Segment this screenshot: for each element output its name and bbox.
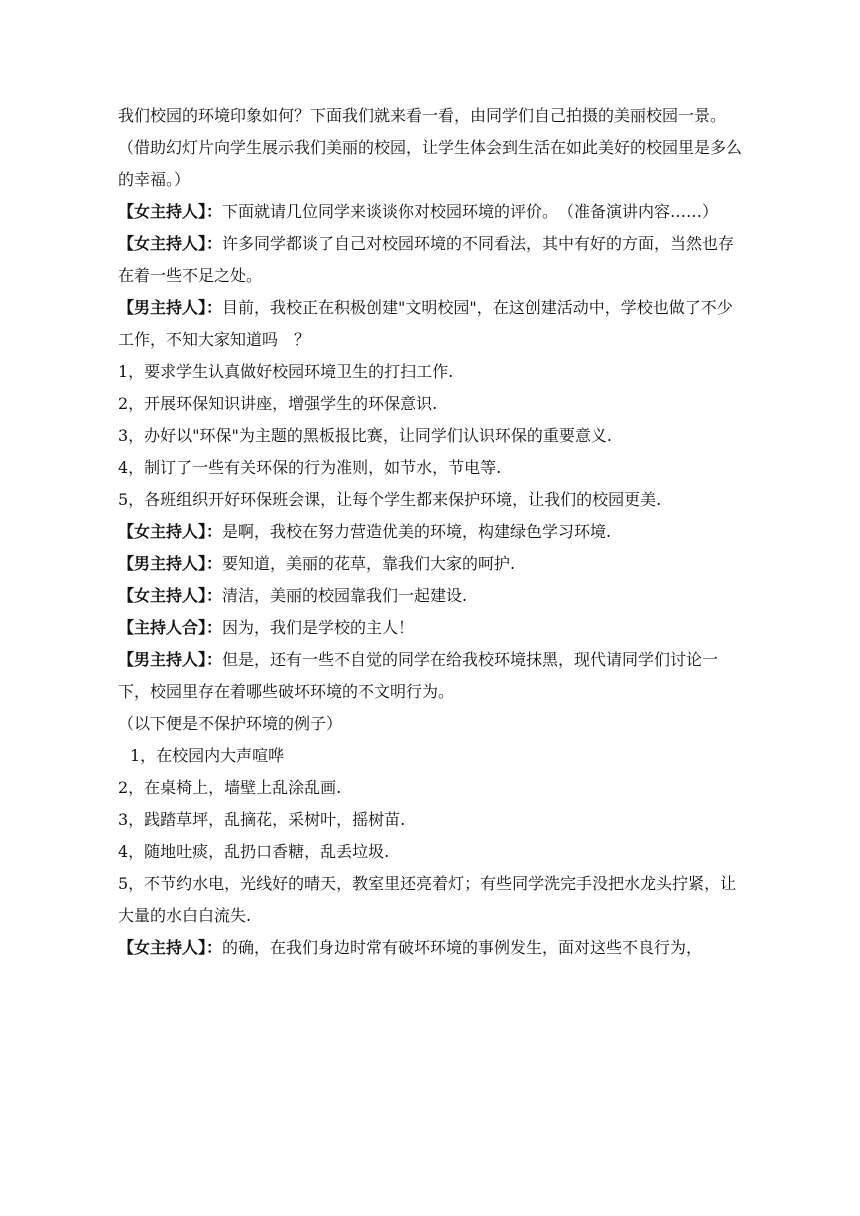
list-item xyxy=(118,740,746,772)
list-item-text: 1，要求学生认真做好校园环境卫生的打扫工作. xyxy=(118,362,454,381)
list-item-text: 5，各班组织开好环保班会课，让每个学生都来保护环境，让我们的校园更美. xyxy=(118,490,662,509)
dialogue-text: 因为，我们是学校的主人！ xyxy=(222,618,415,637)
list-item xyxy=(118,484,746,516)
dialogue-line xyxy=(118,644,746,708)
paragraph-text: （以下便是不保护环境的例子） xyxy=(118,714,343,733)
list-item xyxy=(118,836,746,868)
speaker-label: 【女主持人】： xyxy=(118,234,223,253)
list-item xyxy=(118,420,746,452)
paragraph-text: （借助幻灯片向学生展示我们美丽的校园，让学生体会到生活在如此美好的校园里是多么的幸福。） xyxy=(118,138,743,189)
list-item-text: 3，办好以"环保"为主题的黑板报比赛，让同学们认识环保的重要意义. xyxy=(118,426,612,445)
dialogue-line xyxy=(118,580,746,612)
speaker-label: 【女主持人】： xyxy=(118,202,223,221)
dialogue-line xyxy=(118,228,746,292)
list-item-text: 4，制订了一些有关环保的行为准则，如节水，节电等. xyxy=(118,458,502,477)
dialogue-line xyxy=(118,548,746,580)
list-item-text: 3，践踏草坪，乱摘花，采树叶，摇树苗. xyxy=(118,810,406,829)
dialogue-text: 目前，我校正在积极创建"文明校园"，在这创建活动中，学校也做了不少工作，不知大家知道吗 ？ xyxy=(118,298,733,349)
dialogue-line xyxy=(118,196,746,228)
dialogue-text: 是啊，我校在努力营造优美的环境，构建绿色学习环境. xyxy=(222,522,612,541)
list-item xyxy=(118,356,746,388)
speaker-label: 【男主持人】： xyxy=(118,298,223,317)
dialogue-line xyxy=(118,612,746,644)
list-item-text: 1，在校园内大声喧哗 xyxy=(130,746,285,765)
paragraph xyxy=(118,708,746,740)
paragraph xyxy=(118,132,746,196)
dialogue-text: 清洁，美丽的校园靠我们一起建设. xyxy=(222,586,468,605)
list-item xyxy=(118,452,746,484)
dialogue-text: 的确，在我们身边时常有破坏环境的事例发生，面对这些不良行为， xyxy=(222,938,703,957)
dialogue-line xyxy=(118,932,746,964)
list-item-text: 4，随地吐痰，乱扔口香糖，乱丢垃圾. xyxy=(118,842,390,861)
paragraph xyxy=(118,100,746,132)
dialogue-text: 但是，还有一些不自觉的同学在给我校环境抹黑，现代请同学们讨论一下，校园里存在着哪些破坏环境的不文明行为。 xyxy=(118,650,719,701)
list-item-text: 2，开展环保知识讲座，增强学生的环保意识. xyxy=(118,394,438,413)
list-item xyxy=(118,804,746,836)
speaker-label: 【女主持人】： xyxy=(118,586,223,605)
dialogue-line xyxy=(118,292,746,356)
document-body xyxy=(118,100,746,964)
list-item xyxy=(118,868,746,932)
list-item-text: 5，不节约水电，光线好的晴天，教室里还亮着灯；有些同学洗完手没把水龙头拧紧，让大量的水白白流失. xyxy=(118,874,737,925)
speaker-label: 【男主持人】： xyxy=(118,650,223,669)
dialogue-line xyxy=(118,516,746,548)
speaker-label: 【男主持人】： xyxy=(118,554,223,573)
list-item xyxy=(118,388,746,420)
speaker-label: 【主持人合】： xyxy=(118,618,223,637)
dialogue-text: 要知道，美丽的花草，靠我们大家的呵护. xyxy=(222,554,516,573)
list-item xyxy=(118,772,746,804)
list-item-text: 2，在桌椅上，墙壁上乱涂乱画. xyxy=(118,778,342,797)
dialogue-text: 许多同学都谈了自己对校园环境的不同看法，其中有好的方面，当然也存在着一些不足之处。 xyxy=(118,234,735,285)
speaker-label: 【女主持人】： xyxy=(118,938,223,957)
dialogue-text: 下面就请几位同学来谈谈你对校园环境的评价。 （准备演讲内容……） xyxy=(222,202,719,221)
paragraph-text: 我们校园的环境印象如何？下面我们就来看一看，由同学们自己拍摄的美丽校园一景。 xyxy=(118,106,727,125)
speaker-label: 【女主持人】： xyxy=(118,522,223,541)
